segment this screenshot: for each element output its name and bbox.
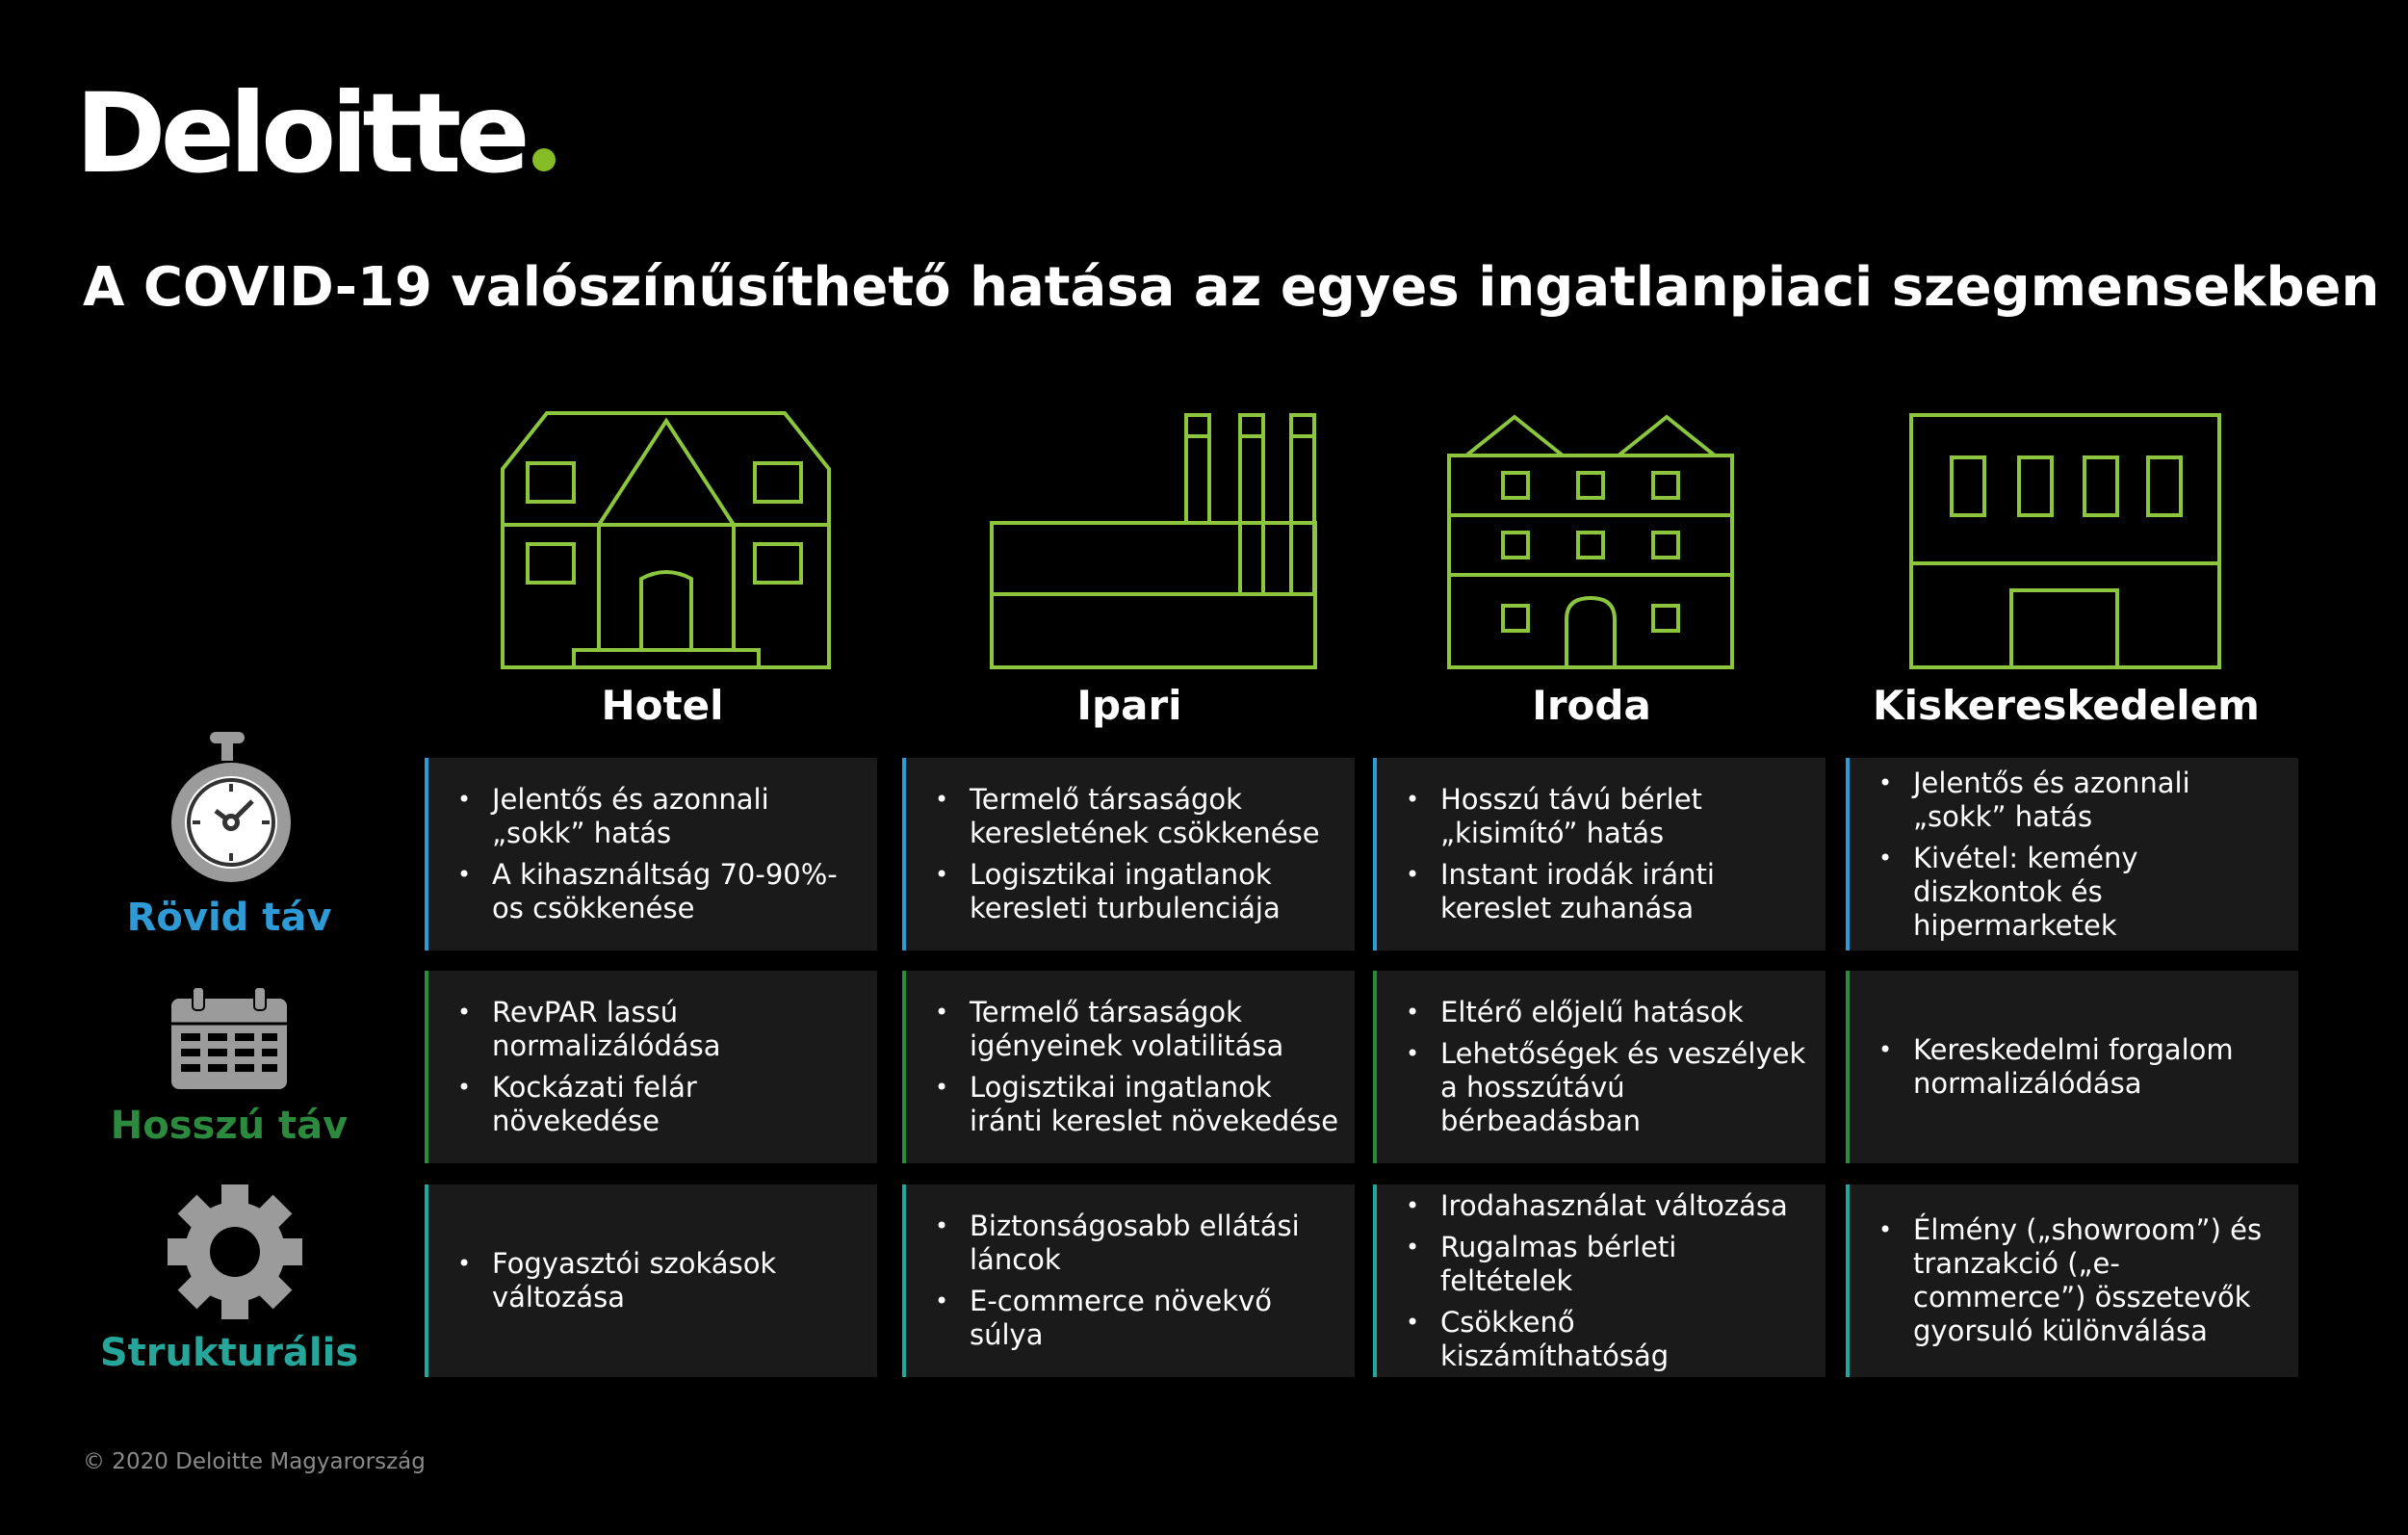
list-item: • Eltérő előjelű hatások: [1406, 996, 1812, 1029]
hotel-building-icon: [501, 409, 833, 669]
calendar-icon: [169, 985, 289, 1095]
cell-long-ipari: [902, 971, 1355, 1163]
copyright-footer: © 2020 Deloitte Magyarország: [83, 1449, 426, 1474]
list-item: • Lehetőségek és veszélyek a hosszútávú bérbeadásban: [1406, 1037, 1812, 1138]
logo-dot: [532, 148, 556, 171]
stopwatch-icon: [168, 730, 295, 890]
cell-struct-kiskereskedelem: [1846, 1184, 2298, 1377]
list-item: • Logisztikai ingatlanok keresleti turbulenciája: [935, 858, 1341, 925]
page-title: A COVID-19 valószínűsíthető hatása az egyes ingatlanpiaci szegmensekben: [83, 256, 2380, 319]
list-item: • Hosszú távú bérlet „kisimító” hatás: [1406, 783, 1812, 850]
cell-short-iroda: [1373, 758, 1825, 950]
row-label-short-term: Rövid táv: [126, 896, 332, 940]
list-item: • Kereskedelmi forgalom normalizálódása: [1878, 1033, 2285, 1101]
list-item: • Jelentős és azonnali „sokk” hatás: [457, 783, 864, 850]
row-label-structural: Strukturális: [99, 1331, 359, 1375]
segment-label-ipari: Ipari: [1076, 682, 1182, 729]
cell-short-ipari: [902, 758, 1355, 950]
list-item: • Instant irodák iránti kereslet zuhanása: [1406, 858, 1812, 925]
deloitte-logo: [75, 69, 556, 197]
list-item: • E-commerce növekvő súlya: [935, 1285, 1341, 1352]
list-item: • Termelő társaságok keresletének csökkenése: [935, 783, 1341, 850]
factory-icon: [988, 409, 1320, 669]
cell-struct-iroda: [1373, 1184, 1825, 1377]
list-item: • Kivétel: kemény diszkontok és hipermarketek: [1878, 842, 2285, 943]
cell-long-iroda: [1373, 971, 1825, 1163]
cell-long-hotel: [425, 971, 877, 1163]
list-item: • Biztonságosabb ellátási láncok: [935, 1210, 1341, 1277]
list-item: • A kihasználtság 70-90%-os csökkenése: [457, 858, 864, 925]
retail-store-icon: [1907, 409, 2225, 669]
cell-short-hotel: [425, 758, 877, 950]
cell-short-kiskereskedelem: [1846, 758, 2298, 950]
row-label-long-term: Hosszú táv: [110, 1104, 349, 1148]
segment-label-hotel: Hotel: [601, 682, 724, 729]
list-item: • Rugalmas bérleti feltételek: [1406, 1231, 1812, 1298]
list-item: • Fogyasztói szokások változása: [457, 1247, 864, 1314]
list-item: • RevPAR lassú normalizálódása: [457, 996, 864, 1063]
list-item: • Logisztikai ingatlanok iránti kereslet növekedése: [935, 1071, 1341, 1138]
cell-long-kiskereskedelem: [1846, 971, 2298, 1163]
segment-label-iroda: Iroda: [1532, 682, 1651, 729]
list-item: • Kockázati felár növekedése: [457, 1071, 864, 1138]
gear-icon: [166, 1183, 304, 1325]
office-building-icon: [1447, 409, 1736, 669]
logo-text: Deloitte: [75, 69, 525, 197]
cell-struct-hotel: [425, 1184, 877, 1377]
list-item: • Jelentős és azonnali „sokk” hatás: [1878, 767, 2285, 834]
cell-struct-ipari: [902, 1184, 1355, 1377]
list-item: • Élmény („showroom”) és tranzakció („e-commerce”) összetevők gyorsuló különválása: [1878, 1213, 2285, 1348]
segment-label-kiskereskedelem: Kiskereskedelem: [1873, 682, 2260, 729]
list-item: • Csökkenő kiszámíthatóság: [1406, 1306, 1812, 1373]
list-item: • Termelő társaságok igényeinek volatilitása: [935, 996, 1341, 1063]
list-item: • Irodahasználat változása: [1406, 1189, 1812, 1223]
